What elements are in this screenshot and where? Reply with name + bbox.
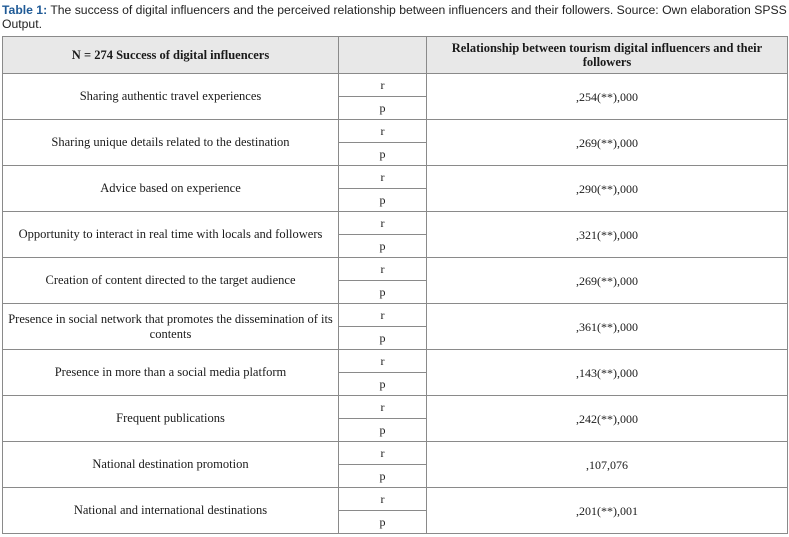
row-value: ,321(**),000: [427, 212, 788, 258]
row-value: ,290(**),000: [427, 166, 788, 212]
row-stat-p: p: [339, 143, 427, 166]
header-success: N = 274 Success of digital influencers: [3, 37, 339, 74]
row-value: ,254(**),000: [427, 74, 788, 120]
row-variable: National destination promotion: [3, 442, 339, 488]
row-variable: National and international destinations: [3, 488, 339, 534]
table-caption: [2, 3, 788, 31]
row-stat-p: p: [339, 327, 427, 350]
row-stat-r: r: [339, 74, 427, 97]
row-variable: Sharing authentic travel experiences: [3, 74, 339, 120]
row-stat-r: r: [339, 396, 427, 419]
row-stat-p: p: [339, 189, 427, 212]
results-table: [2, 36, 788, 534]
table-row: [3, 488, 788, 511]
header-stat: [339, 37, 427, 74]
row-stat-p: p: [339, 97, 427, 120]
table-row: [3, 396, 788, 419]
table-header-row: [3, 37, 788, 74]
row-variable: Frequent publications: [3, 396, 339, 442]
table-row: [3, 350, 788, 373]
row-variable: Advice based on experience: [3, 166, 339, 212]
row-stat-r: r: [339, 212, 427, 235]
row-stat-p: p: [339, 465, 427, 488]
table-row: [3, 442, 788, 465]
table-row: [3, 74, 788, 97]
row-stat-r: r: [339, 442, 427, 465]
row-value: ,361(**),000: [427, 304, 788, 350]
row-value: ,143(**),000: [427, 350, 788, 396]
row-stat-r: r: [339, 120, 427, 143]
row-variable: Sharing unique details related to the destination: [3, 120, 339, 166]
table-row: [3, 120, 788, 143]
table-row: [3, 212, 788, 235]
row-value: ,107,076: [427, 442, 788, 488]
row-stat-r: r: [339, 166, 427, 189]
row-stat-p: p: [339, 235, 427, 258]
row-stat-p: p: [339, 281, 427, 304]
table-row: [3, 166, 788, 189]
table-row: [3, 258, 788, 281]
table-row: [3, 304, 788, 327]
table-body: [3, 74, 788, 534]
row-stat-r: r: [339, 304, 427, 327]
row-value: ,201(**),001: [427, 488, 788, 534]
row-variable: Presence in social network that promotes the dissemination of its contents: [3, 304, 339, 350]
row-value: ,242(**),000: [427, 396, 788, 442]
row-variable: Presence in more than a social media platform: [3, 350, 339, 396]
row-value: ,269(**),000: [427, 120, 788, 166]
row-stat-p: p: [339, 373, 427, 396]
row-value: ,269(**),000: [427, 258, 788, 304]
row-stat-r: r: [339, 488, 427, 511]
row-stat-p: p: [339, 419, 427, 442]
row-stat-r: r: [339, 350, 427, 373]
header-relationship: Relationship between tourism digital influencers and their followers: [427, 37, 788, 74]
caption-label: Table 1:: [2, 3, 48, 17]
caption-text: The success of digital influencers and the perceived relationship between influencers and their followers. Source: Own elaboration SPSS Output.: [2, 3, 787, 31]
row-variable: Creation of content directed to the target audience: [3, 258, 339, 304]
row-stat-r: r: [339, 258, 427, 281]
row-variable: Opportunity to interact in real time with locals and followers: [3, 212, 339, 258]
row-stat-p: p: [339, 511, 427, 534]
